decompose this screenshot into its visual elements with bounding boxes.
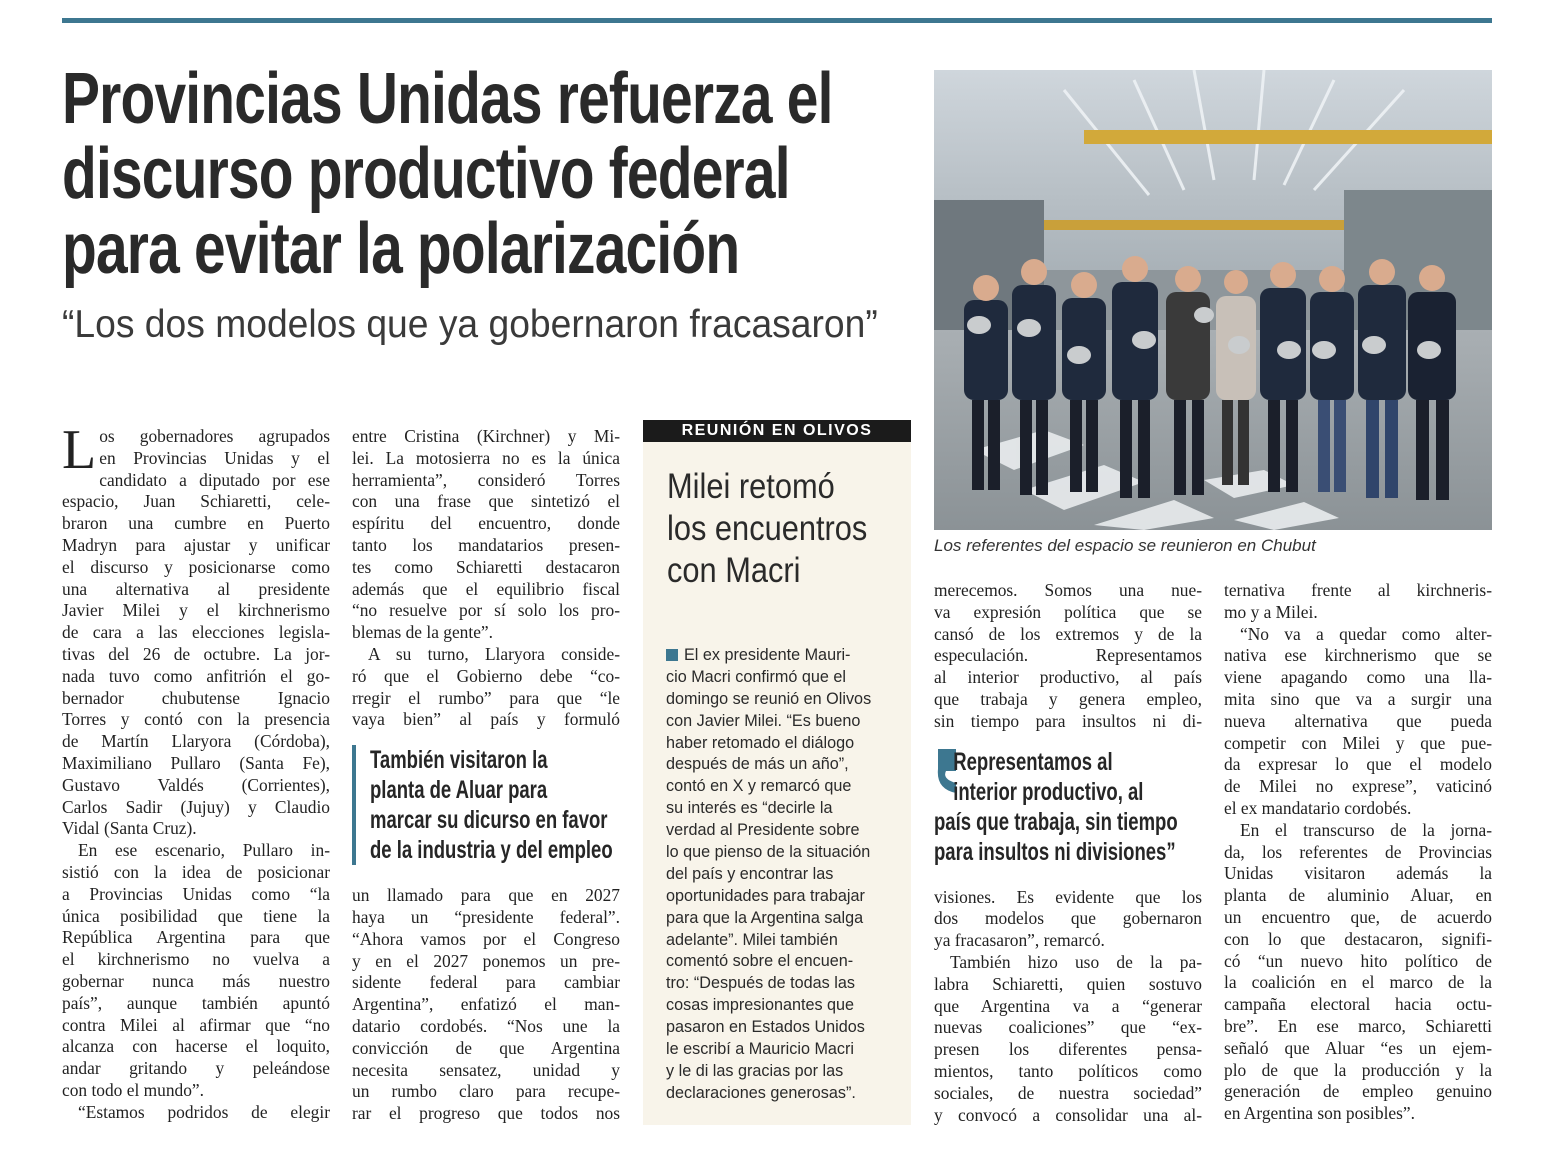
body-text-line xyxy=(1224,689,1492,711)
body-text-line xyxy=(352,1038,620,1060)
body-text: haya un “presidente federal”. xyxy=(352,906,620,927)
sidebar-body-line xyxy=(666,842,906,864)
body-text-line xyxy=(1224,1038,1492,1060)
body-text-line xyxy=(1224,624,1492,646)
body-text: candidato a diputado por ese xyxy=(99,469,330,490)
body-text-line xyxy=(352,666,620,688)
body-text-line xyxy=(934,645,1202,667)
sidebar-body-text: cio Macri confirmó que el xyxy=(666,667,846,686)
sidebar-body-text: su interés es “decirle la xyxy=(666,799,833,818)
body-text-line xyxy=(934,667,1202,689)
body-text: ya fracasaron”, remarcó. xyxy=(934,930,1105,951)
sidebar-body-line xyxy=(666,930,906,952)
body-text: país”, aunque también apuntó xyxy=(62,992,330,1013)
body-text-line xyxy=(352,622,620,644)
body-text-line xyxy=(934,887,1202,909)
sidebar-body-text: le escribí a Mauricio Macri xyxy=(666,1040,855,1059)
sidebar-body-text: oportunidades para trabajar xyxy=(666,886,865,905)
sidebar-body-text: y le di las gracias por las xyxy=(666,1061,844,1080)
body-text: nueva alternativa que pueda xyxy=(1224,710,1492,731)
body-text-line xyxy=(352,709,620,731)
body-text: Unidas visitaron además la xyxy=(1224,863,1492,884)
body-text: el discurso y posicionarse como xyxy=(62,556,330,577)
body-text: el kirchnerismo no vuelva a xyxy=(62,949,330,970)
body-text-line xyxy=(1224,994,1492,1016)
body-text-line xyxy=(352,1081,620,1103)
body-text: va expresión política que se xyxy=(934,601,1202,622)
sidebar-body-text: pasaron en Estados Unidos xyxy=(666,1018,865,1037)
body-text: de Martín Llaryora (Córdoba), xyxy=(62,731,330,752)
body-text-line xyxy=(1224,776,1492,798)
body-text: campaña electoral hacia octu- xyxy=(1224,994,1492,1015)
sidebar-body-line xyxy=(666,754,906,776)
body-text-line xyxy=(352,885,620,907)
body-text: gobernar nunca más nuestro xyxy=(62,970,330,991)
sidebar-body-text: para que la Argentina salga xyxy=(666,908,864,927)
sidebar-title-line: los encuentros xyxy=(667,509,868,548)
pull-quote-line: de la industria y del empleo xyxy=(370,836,613,865)
sidebar-body-line xyxy=(666,820,906,842)
body-text: nuevas coaliciones” que “ex- xyxy=(934,1017,1202,1038)
pull-quote-line: marcar su dicurso en favor xyxy=(370,806,608,835)
body-text: da, los referentes de Provincias xyxy=(1224,841,1492,862)
body-text-line xyxy=(1224,1081,1492,1103)
body-text-line xyxy=(352,470,620,492)
sidebar-body-text: tro: “Después de todas las xyxy=(666,974,855,993)
body-text: có “un nuevo hito político de xyxy=(1224,950,1492,971)
body-text: ró que el Gobierno debe “co- xyxy=(352,665,620,686)
sidebar-body-text: haber retomado el diálogo xyxy=(666,733,855,752)
body-text: bernador chubutense Ignacio xyxy=(62,687,330,708)
sidebar-body-line xyxy=(666,689,906,711)
body-text: da expresar lo que el modelo xyxy=(1224,754,1492,775)
body-text: mientos, tanto políticos como xyxy=(934,1060,1202,1081)
body-text: En el transcurso de la jorna- xyxy=(1240,819,1492,840)
body-text-line xyxy=(62,491,330,513)
body-text: con todo el mundo”. xyxy=(62,1079,204,1100)
body-text-line xyxy=(934,1083,1202,1105)
body-text-line xyxy=(1224,1016,1492,1038)
body-text-line xyxy=(352,1103,620,1125)
body-text-line xyxy=(1224,798,1492,820)
sidebar-body-text: El ex presidente Mauri- xyxy=(684,646,851,664)
body-text: de cara a las elecciones legisla- xyxy=(62,622,330,643)
body-text: sistió con la idea de posicionar xyxy=(62,861,330,882)
sidebar-body-line xyxy=(666,1083,906,1105)
body-text: blemas de la gente”. xyxy=(352,622,493,643)
pull-quote-line: interior productivo, al xyxy=(953,777,1144,806)
sidebar-body-text: comentó sobre el encuen- xyxy=(666,952,854,971)
body-text-line xyxy=(62,1058,330,1080)
body-text-line xyxy=(62,1015,330,1037)
body-text-line xyxy=(1224,711,1492,733)
body-text: cansó de los extremos y de la xyxy=(934,623,1202,644)
sidebar-body-line xyxy=(666,973,906,995)
body-text-line xyxy=(62,840,330,862)
sidebar-body-line xyxy=(666,1061,906,1083)
body-text: espacio, Juan Schiaretti, cele- xyxy=(62,491,330,512)
sidebar-header: REUNIÓN EN OLIVOS xyxy=(643,420,911,442)
sidebar-body-line xyxy=(666,798,906,820)
body-text-line xyxy=(1224,972,1492,994)
body-text: plo de que la producción y la xyxy=(1224,1059,1492,1080)
body-text: nada tuvo como anfitrión el go- xyxy=(62,665,330,686)
body-text-line xyxy=(352,1060,620,1082)
body-text: En ese escenario, Pullaro in- xyxy=(78,840,330,861)
body-text: República Argentina para que xyxy=(62,927,330,948)
body-text: generación de empleo genuino xyxy=(1224,1081,1492,1102)
body-text: rregir el rumbo” para que “le xyxy=(352,687,620,708)
sidebar-body-text: declaraciones generosas”. xyxy=(666,1083,856,1102)
body-text: nativa ese kirchnerismo que se xyxy=(1224,645,1492,666)
body-text-line xyxy=(62,709,330,731)
pull-quote-line: país que trabaja, sin tiempo xyxy=(934,807,1178,836)
body-text-line xyxy=(62,513,330,535)
headline xyxy=(62,59,931,289)
body-text: con lo que destacaron, signifi- xyxy=(1224,928,1492,949)
sidebar-body-text: con Javier Milei. “Es bueno xyxy=(666,711,861,730)
body-text: un encuentro que, de acuerdo xyxy=(1224,906,1492,927)
sidebar-body-text: del país y encontrar las xyxy=(666,864,834,883)
body-text-line xyxy=(934,580,1202,602)
body-text: presen los diferentes pensa- xyxy=(934,1039,1202,1060)
headline-line: para evitar la polarización xyxy=(62,209,740,289)
body-text: rar el progreso que todos nos xyxy=(352,1103,620,1124)
body-text-line xyxy=(1224,733,1492,755)
body-text-line xyxy=(934,974,1202,996)
body-text: Carlos Sadir (Jujuy) y Claudio xyxy=(62,796,330,817)
body-text-line xyxy=(934,602,1202,624)
article-column-2 xyxy=(352,426,620,1125)
body-text: señaló que Aluar “es un ejem- xyxy=(1224,1037,1492,1058)
sidebar-body-text: verdad al Presidente sobre xyxy=(666,821,860,840)
body-text-line xyxy=(934,1039,1202,1061)
body-text: Gustavo Valdés (Corrientes), xyxy=(62,774,330,795)
body-text-line xyxy=(352,513,620,535)
body-text: que trabaja y genera empleo, xyxy=(934,688,1202,709)
body-text: visiones. Es evidente que los xyxy=(934,886,1202,907)
body-text: tanto los mandatarios presen- xyxy=(352,534,620,555)
body-text-line xyxy=(934,1061,1202,1083)
body-text: de Milei no exprese”, vaticinó xyxy=(1224,776,1492,797)
headline-line: Provincias Unidas refuerza el xyxy=(62,59,833,139)
body-text-line xyxy=(352,448,620,470)
body-text-line xyxy=(352,688,620,710)
body-text-line xyxy=(934,1105,1202,1127)
body-text: necesita sensatez, unidad y xyxy=(352,1059,620,1080)
sidebar-body-text: cosas impresionantes que xyxy=(666,996,855,1015)
body-text: con una frase que sintetizó el xyxy=(352,491,620,512)
body-text-line xyxy=(62,927,330,949)
body-text-line xyxy=(62,797,330,819)
pull-quote xyxy=(934,747,1202,867)
body-text: espíritu del encuentro, donde xyxy=(352,513,620,534)
body-text: planta de aluminio Aluar, en xyxy=(1224,885,1492,906)
body-text: a Provincias Unidas como “la xyxy=(62,883,330,904)
headline-line: discurso productivo federal xyxy=(62,134,790,214)
body-text: vaya bien” al país y formuló xyxy=(352,709,620,730)
body-text-line xyxy=(352,491,620,513)
body-text: que Argentina va a “generar xyxy=(934,995,1202,1016)
body-text: También hizo uso de la pa- xyxy=(950,951,1202,972)
body-text: bre”. En ese marco, Schiaretti xyxy=(1224,1015,1492,1036)
body-text-line xyxy=(1224,951,1492,973)
body-text: entre Cristina (Kirchner) y Mi- xyxy=(352,426,620,446)
square-bullet-icon xyxy=(666,649,678,661)
body-text-line xyxy=(934,930,1202,952)
top-rule-divider xyxy=(62,18,1492,23)
body-text: sin tiempo para insultos ni di- xyxy=(934,710,1202,731)
body-text-line xyxy=(62,666,330,688)
body-text: al interior productivo, al país xyxy=(934,667,1202,688)
body-text-line xyxy=(1224,754,1492,776)
body-text-line xyxy=(352,907,620,929)
body-text-line xyxy=(62,818,330,840)
body-text: Vidal (Santa Cruz). xyxy=(62,818,197,839)
sidebar-body-line xyxy=(666,733,906,755)
article-photo xyxy=(934,70,1492,530)
body-text: un llamado para que en 2027 xyxy=(352,885,620,906)
body-text-line xyxy=(1224,645,1492,667)
sidebar-body-line xyxy=(666,995,906,1017)
body-text: Maximiliano Pullaro (Santa Fe), xyxy=(62,752,330,773)
sidebar-body-line xyxy=(666,886,906,908)
body-text: lei. La motosierra no es la única xyxy=(352,447,620,468)
body-text: un rumbo claro para recupe- xyxy=(352,1081,620,1102)
body-text: única posibilidad que tiene la xyxy=(62,905,330,926)
drop-cap: L xyxy=(62,419,97,481)
sidebar-body-line xyxy=(666,667,906,689)
sidebar-body-line xyxy=(666,1039,906,1061)
body-text-line xyxy=(352,1016,620,1038)
body-text: sidente federal para cambiar xyxy=(352,972,620,993)
body-text-line xyxy=(62,688,330,710)
body-text: andar gritando y peleándose xyxy=(62,1058,330,1079)
body-text-line xyxy=(62,971,330,993)
body-text-line xyxy=(934,996,1202,1018)
body-text: mo y a Milei. xyxy=(1224,601,1318,622)
body-text: Torres y contó con la presencia xyxy=(62,709,330,730)
body-text: herramienta”, consideró Torres xyxy=(352,469,620,490)
body-text-line xyxy=(352,644,620,666)
sidebar-body-line xyxy=(666,951,906,973)
body-text-line xyxy=(934,711,1202,733)
body-text-line xyxy=(934,624,1202,646)
body-text: tes como Schiaretti destacaron xyxy=(352,556,620,577)
body-text-line xyxy=(1224,667,1492,689)
body-text: Javier Milei y el kirchnerismo xyxy=(62,600,330,621)
body-text: la coalición en el marco de la xyxy=(1224,972,1492,993)
body-text: alcanza con hacerse el loquito, xyxy=(62,1036,330,1057)
body-text: competir con Milei y que pue- xyxy=(1224,732,1492,753)
body-text: una alternativa al presidente xyxy=(62,578,330,599)
body-text: en Argentina son posibles”. xyxy=(1224,1103,1415,1124)
body-text-line xyxy=(62,993,330,1015)
body-text-line xyxy=(352,426,620,448)
body-text: dos modelos que gobernaron xyxy=(934,908,1202,929)
body-text-line xyxy=(1224,863,1492,885)
body-text: viene apagando como una lla- xyxy=(1224,667,1492,688)
body-text: y convocó a consolidar una al- xyxy=(934,1104,1202,1125)
body-text: “Estamos podridos de elegir xyxy=(78,1101,330,1122)
body-text-line xyxy=(352,579,620,601)
sidebar-box xyxy=(643,420,911,1125)
body-text-line xyxy=(934,952,1202,974)
body-text-line xyxy=(352,535,620,557)
body-text-line xyxy=(62,753,330,775)
body-text: “No va a quedar como alter- xyxy=(1240,623,1492,644)
body-text-line xyxy=(352,929,620,951)
body-text: labra Schiaretti, quien sostuvo xyxy=(934,973,1202,994)
sidebar-title-line: con Macri xyxy=(667,551,801,590)
sidebar-title-line: Milei retomó xyxy=(667,467,835,506)
body-text-line xyxy=(352,557,620,579)
body-text: además que el equilibrio fiscal xyxy=(352,578,620,599)
body-text-line xyxy=(62,731,330,753)
body-text-line xyxy=(62,579,330,601)
body-text-line xyxy=(1224,820,1492,842)
body-text: convicción de que Argentina xyxy=(352,1037,620,1058)
sidebar-body-line xyxy=(666,711,906,733)
sidebar-body-text: después de más un año”, xyxy=(666,755,849,774)
body-text: mita sino que va a surgir una xyxy=(1224,688,1492,709)
body-text-line xyxy=(62,949,330,971)
body-text-line xyxy=(62,557,330,579)
body-text-line xyxy=(1224,1060,1492,1082)
body-text: merecemos. Somos una nue- xyxy=(934,580,1202,600)
body-text: tivas del 26 de octubre. La jor- xyxy=(62,643,330,664)
body-text-line xyxy=(62,644,330,666)
body-text: sociales, de nuestra sociedad” xyxy=(934,1082,1202,1103)
article-column-3 xyxy=(934,580,1202,1126)
body-text-line xyxy=(1224,907,1492,929)
pull-quote-line: para insultos ni divisiones” xyxy=(934,837,1176,866)
pull-quote-line: También visitaron la xyxy=(370,746,548,775)
body-text-line xyxy=(62,775,330,797)
body-text: en Provincias Unidas y el xyxy=(99,447,330,468)
body-text-line xyxy=(62,448,330,470)
factory-group-photo-image xyxy=(934,70,1492,530)
body-text-line xyxy=(1224,580,1492,602)
body-text: datario cordobés. “Nos une la xyxy=(352,1015,620,1036)
body-text: “Ahora vamos por el Congreso xyxy=(352,928,620,949)
body-text-line xyxy=(62,1102,330,1124)
pull-quote-line: Representamos al xyxy=(953,747,1113,776)
body-text-line xyxy=(62,1036,330,1058)
body-text-line xyxy=(62,470,330,492)
body-text-line xyxy=(62,535,330,557)
sidebar-body-line xyxy=(666,908,906,930)
body-text: braron una cumbre en Puerto xyxy=(62,513,330,534)
body-text-line xyxy=(352,600,620,622)
sidebar-body-text: contó en X y remarcó que xyxy=(666,777,852,796)
photo-caption: Los referentes del espacio se reunieron en Chubut xyxy=(934,536,1316,555)
body-text: contra Milei al afirmar que “no xyxy=(62,1014,330,1035)
body-text-line xyxy=(1224,885,1492,907)
body-text-line xyxy=(352,994,620,1016)
sidebar-body-line xyxy=(666,776,906,798)
body-text-line xyxy=(62,884,330,906)
body-text: Madryn para ajustar y unificar xyxy=(62,534,330,555)
body-text: el ex mandatario cordobés. xyxy=(1224,797,1412,818)
body-text-line xyxy=(1224,1103,1492,1125)
article-column-1 xyxy=(62,419,330,1124)
body-text-line xyxy=(62,600,330,622)
body-text-line xyxy=(62,906,330,928)
body-text: Argentina”, enfatizó el man- xyxy=(352,994,620,1015)
body-text-line xyxy=(62,862,330,884)
article-column-4 xyxy=(1224,580,1492,1125)
sidebar-body xyxy=(666,645,906,1105)
pull-quote-line: planta de Aluar para xyxy=(370,776,548,805)
sidebar-body-text: domingo se reunió en Olivos xyxy=(666,689,872,708)
body-text-line xyxy=(934,908,1202,930)
sidebar-body-line xyxy=(666,645,906,667)
subtitle: “Los dos modelos que ya gobernaron fracasaron” xyxy=(62,303,878,346)
sidebar-title xyxy=(667,466,878,592)
body-text-line xyxy=(1224,842,1492,864)
body-text-line xyxy=(62,1080,330,1102)
sidebar-body-text: adelante”. Milei también xyxy=(666,930,838,949)
sidebar-body-line xyxy=(666,864,906,886)
body-text-line xyxy=(62,622,330,644)
body-text: “no resuelve por sí solo los pro- xyxy=(352,600,620,621)
body-text: y en el 2027 ponemos un pre- xyxy=(352,950,620,971)
body-text-line xyxy=(352,951,620,973)
sidebar-body-line xyxy=(666,1017,906,1039)
body-text: os gobernadores agrupados xyxy=(99,426,330,446)
body-text-line xyxy=(62,426,330,448)
body-text: A su turno, Llaryora conside- xyxy=(368,643,620,664)
body-text: ternativa frente al kirchneris- xyxy=(1224,580,1492,600)
body-text-line xyxy=(934,689,1202,711)
body-text-line xyxy=(934,1017,1202,1039)
body-text-line xyxy=(1224,929,1492,951)
pull-quote xyxy=(352,745,620,865)
body-text-line xyxy=(352,972,620,994)
body-text-line xyxy=(1224,602,1492,624)
body-text: especulación. Representamos xyxy=(934,645,1202,666)
sidebar-body-text: lo que pienso de la situación xyxy=(666,843,871,862)
